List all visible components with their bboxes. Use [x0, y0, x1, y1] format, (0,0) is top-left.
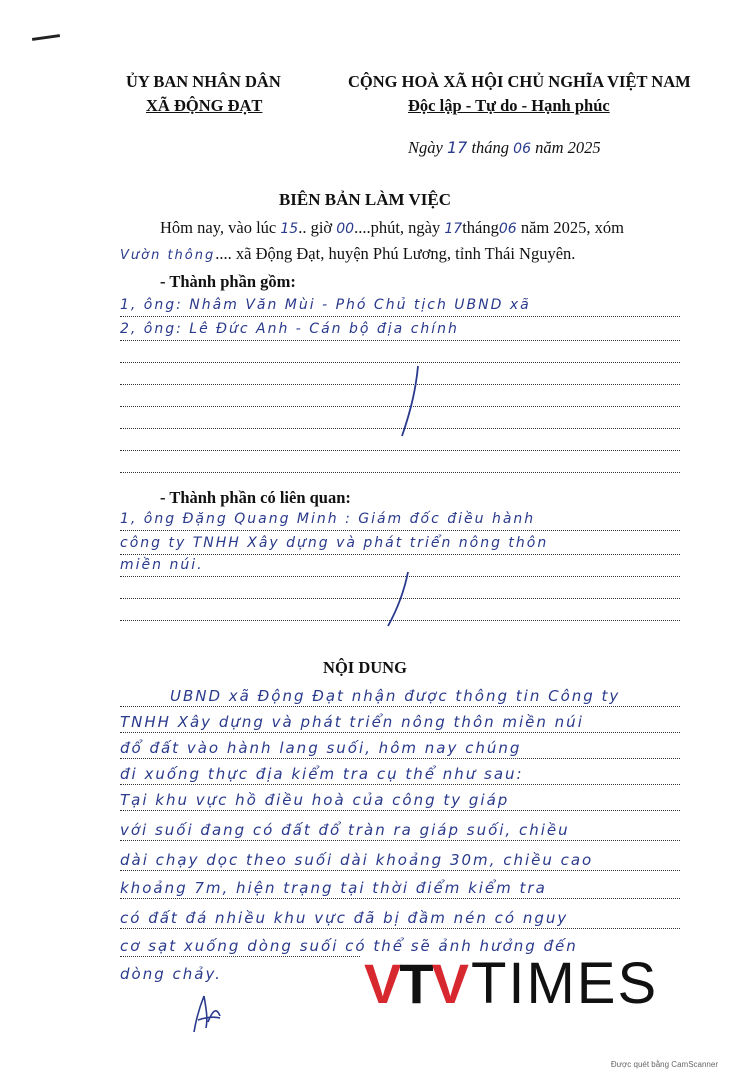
related-3: miền núi.	[120, 557, 204, 573]
content-line: đi xuống thực địa kiểm tra cụ thể như sau:	[120, 765, 524, 783]
members-line-1	[120, 296, 695, 316]
members-label: - Thành phần gồm:	[160, 272, 296, 291]
scan-mark	[32, 34, 60, 41]
content-line: UBND xã Động Đạt nhận được thông tin Công ty	[170, 687, 621, 705]
date-month: 06	[513, 141, 531, 157]
dotted-line	[120, 898, 680, 899]
header-left-line2: XÃ ĐỘNG ĐẠT	[146, 96, 263, 115]
intro-phut-ngay: phút, ngày	[370, 218, 441, 237]
vtv-times-logo	[364, 950, 659, 1016]
dotted-line	[120, 840, 680, 841]
intro-gio: giờ	[310, 218, 333, 237]
dotted-line	[120, 956, 360, 957]
cross-out-slash	[396, 362, 426, 442]
dotted-line	[120, 340, 680, 341]
related-label: - Thành phần có liên quan:	[160, 488, 351, 507]
content-line: cơ sạt xuống dòng suối có thể sẽ ảnh hưởng đến	[120, 937, 578, 955]
logo-letter-t: T	[399, 952, 432, 1015]
dotted-line	[120, 784, 680, 785]
dotted-line	[120, 472, 680, 473]
intro-nam-xom: năm 2025, xóm	[520, 218, 624, 237]
member-1: 1, ông: Nhâm Văn Mùi - Phó Chủ tịch UBND xã	[120, 297, 531, 313]
dotted-line	[120, 554, 680, 555]
related-line-1	[120, 510, 695, 530]
date-month-label: tháng	[471, 138, 510, 157]
date-prefix: Ngày	[408, 138, 443, 157]
dotted-line	[120, 928, 680, 929]
related-2: công ty TNHH Xây dựng và phát triển nông thôn	[120, 535, 549, 551]
dotted-line	[120, 732, 680, 733]
dotted-line	[120, 530, 680, 531]
related-1: 1, ông Đặng Quang Minh : Giám đốc điều hành	[120, 511, 536, 527]
dotted-line	[120, 870, 680, 871]
intro-day: 17	[444, 221, 463, 237]
date-line	[408, 138, 601, 159]
intro-month: 06	[498, 221, 517, 237]
logo-letter-v: V	[364, 952, 400, 1015]
content-line: dòng chảy.	[120, 965, 222, 983]
date-day: 17	[446, 138, 468, 157]
date-year: năm 2025	[535, 138, 601, 157]
intro-line-1: Hôm nay, vào lúc 15.. giờ 00....phút, ngày 17tháng06 năm 2025, xóm	[160, 218, 624, 237]
intro-hom-nay: Hôm nay, vào lúc	[160, 218, 277, 237]
content-line: khoảng 7m, hiện trạng tại thời điểm kiểm tra	[120, 879, 547, 897]
intro-thang: tháng	[462, 218, 499, 237]
intro-hamlet: Vườn thông	[120, 248, 216, 263]
header-left-line1: ỦY BAN NHÂN DÂN	[126, 72, 281, 91]
dotted-line	[120, 706, 680, 707]
document-title: BIÊN BẢN LÀM VIỆC	[278, 190, 452, 209]
scanner-footer: Được quét bằng CamScanner	[610, 1060, 718, 1069]
members-line-2	[120, 320, 695, 340]
header-right-line2: Độc lập - Tự do - Hạnh phúc	[408, 96, 610, 115]
dotted-line	[120, 316, 680, 317]
cross-out-slash	[384, 570, 414, 630]
related-line-2	[120, 534, 695, 554]
content-line: với suối đang có đất đổ tràn ra giáp suối, chiều	[120, 821, 570, 839]
dotted-line	[120, 810, 680, 811]
signature-initials	[186, 992, 226, 1038]
intro-line2-rest: xã Động Đạt, huyện Phú Lương, tỉnh Thái Nguyên.	[235, 244, 576, 263]
member-2: 2, ông: Lê Đức Anh - Cán bộ địa chính	[120, 321, 459, 337]
content-line: dài chạy dọc theo suối dài khoảng 30m, chiều cao	[120, 851, 594, 869]
dotted-line	[120, 758, 680, 759]
logo-letter-v2: V	[431, 952, 467, 1015]
content-line: Tại khu vực hồ điều hoà của công ty giáp	[120, 791, 510, 809]
header-right-line1: CỘNG HOÀ XÃ HỘI CHỦ NGHĨA VIỆT NAM	[348, 72, 691, 91]
content-line: có đất đá nhiều khu vực đã bị đầm nén có nguy	[120, 909, 569, 927]
logo-times: TIMES	[470, 951, 659, 1016]
intro-hour: 15	[280, 221, 299, 237]
content-line: đổ đất vào hành lang suối, hôm nay chúng	[120, 739, 522, 757]
intro-minute: 00	[336, 221, 355, 237]
content-line: TNHH Xây dựng và phát triển nông thôn miền núi	[120, 713, 584, 731]
content-heading: NỘI DUNG	[323, 658, 407, 677]
intro-line-2: Vườn thông.... xã Động Đạt, huyện Phú Lương, tỉnh Thái Nguyên.	[120, 244, 576, 263]
dotted-line	[120, 450, 680, 451]
